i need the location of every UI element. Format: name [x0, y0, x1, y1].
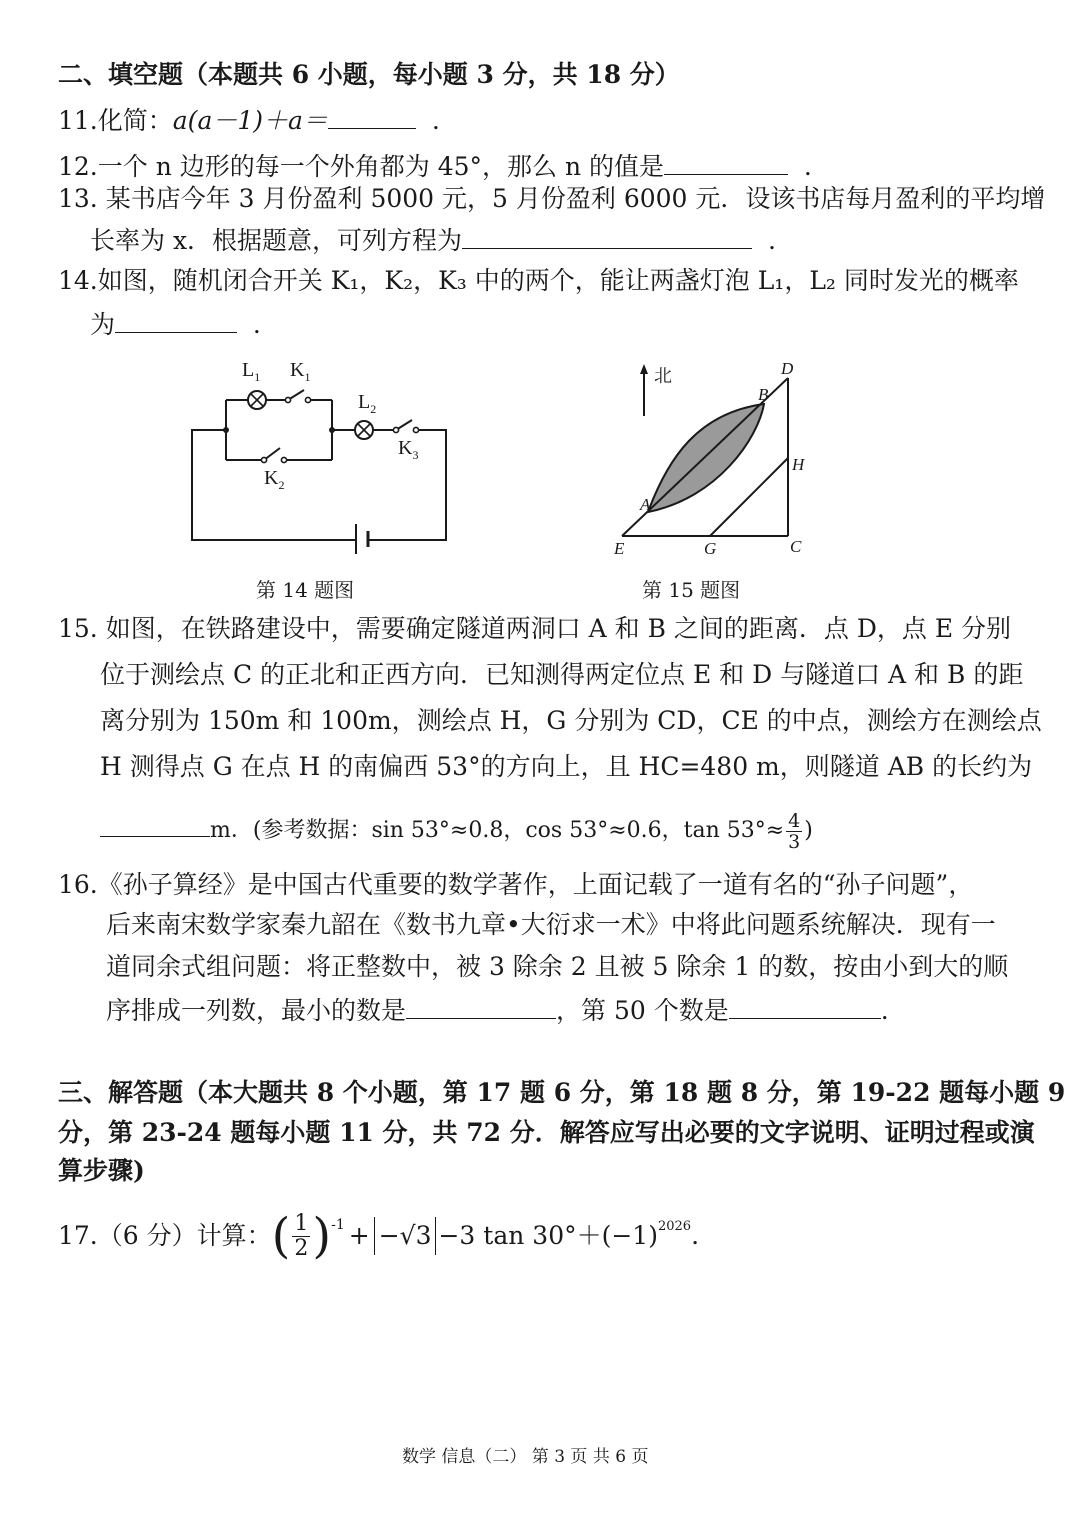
question-15-reference: m．(参考数据：sin 53°≈0.8，cos 53°≈0.6，tan 53°≈	[210, 818, 785, 843]
question-15-line-4: H 测得点 G 在点 H 的南偏西 53°的方向上，且 HC=480 m，则隧道 AB 的长约为	[100, 752, 1033, 781]
question-16-line-3: 道同余式组问题：将正整数中，被 3 除余 2 且被 5 除余 1 的数，按由小到大的顺	[106, 952, 1009, 981]
question-17-prefix: 17.（6 分）计算：	[58, 1221, 272, 1250]
fraction-numerator: 4	[788, 809, 801, 832]
point-a-label: A	[640, 495, 651, 514]
section-3-heading-line-3: 算步骤)	[58, 1156, 145, 1185]
point-d-label: D	[781, 359, 794, 378]
question-12-number: 12.	[58, 152, 98, 181]
question-16-line-2: 后来南宋数学家秦九韶在《数书九章•大衍求一术》中将此问题系统解决．现有一	[106, 910, 996, 939]
question-11-text: 化简：	[97, 106, 173, 135]
section-3-heading-line-1: 三、解答题（本大题共 8 个小题，第 17 题 6 分，第 18 题 8 分，第 19-22 题每小题 9	[58, 1078, 1066, 1107]
question-15-line-2: 位于测绘点 C 的正北和正西方向．已知测得两定位点 E 和 D 与隧道口 A 和 B 的距	[100, 660, 1024, 689]
label-k3: $K_3$	[398, 437, 419, 462]
question-15-line-1: 15. 如图，在铁路建设中，需要确定隧道两洞口 A 和 B 之间的距离．点 D，点 E 分别	[58, 614, 1012, 643]
absolute-value: −√3	[374, 1217, 437, 1255]
question-15-line-5	[100, 810, 813, 852]
exponent-neg-1: -1	[331, 1217, 345, 1233]
question-12	[58, 148, 812, 184]
question-11-expression: a(a－1)＋a＝	[172, 106, 328, 135]
answer-blank-15[interactable]	[100, 810, 210, 837]
point-g-label: G	[704, 539, 717, 558]
point-b-label: B	[758, 385, 769, 404]
question-14-end: .	[252, 310, 261, 339]
label-l2: $L_2$	[358, 391, 377, 416]
answer-blank-13[interactable]	[462, 222, 752, 249]
question-14-line-1: 14.如图，随机闭合开关 K₁，K₂，K₃ 中的两个，能让两盏灯泡 L₁，L₂ 同时发光的概率	[58, 266, 1019, 295]
question-12-end: .	[803, 152, 812, 181]
question-11-end: .	[431, 106, 440, 135]
junction-dot	[329, 427, 335, 433]
fraction-one-half	[292, 1212, 310, 1261]
question-14-text: 为	[90, 310, 116, 339]
answer-blank-14[interactable]	[115, 306, 237, 333]
question-15-close-paren: )	[804, 818, 813, 843]
fraction-numerator: 1	[294, 1210, 309, 1236]
section-3-heading-line-2: 分，第 23-24 题每小题 11 分，共 72 分．解答应写出必要的文字说明、证明过程或演	[58, 1118, 1035, 1147]
question-11-number: 11.	[58, 106, 98, 135]
bulb-l2-icon	[355, 421, 373, 439]
answer-blank-11[interactable]	[328, 102, 416, 129]
page-footer: 数学 信息（二） 第 3 页 共 6 页	[402, 1447, 649, 1467]
question-17-end: .	[691, 1221, 700, 1250]
label-k2: $K_2$	[264, 467, 285, 492]
fraction-denominator: 3	[788, 830, 801, 853]
junction-dot	[223, 427, 229, 433]
section-2-heading: 二、填空题（本题共 6 小题，每小题 3 分，共 18 分）	[58, 60, 680, 89]
exponent-2026: 2026	[657, 1219, 692, 1234]
question-16-text-b: ，第 50 个数是	[556, 996, 729, 1025]
north-label: 北	[654, 366, 672, 386]
point-e-label: E	[614, 539, 625, 558]
tunnel-diagram	[608, 358, 818, 558]
question-16-line-1: 16.《孙子算经》是中国古代重要的数学著作，上面记载了一道有名的“孙子问题”，	[58, 870, 974, 899]
question-13-line-2	[90, 222, 776, 258]
point-c-label: C	[790, 537, 802, 556]
answer-blank-16a[interactable]	[406, 992, 556, 1019]
fraction-four-thirds	[786, 811, 802, 852]
question-12-text: 一个 n 边形的每一个外角都为 45°，那么 n 的值是	[97, 152, 665, 181]
question-16-text-a: 序排成一列数，最小的数是	[106, 996, 407, 1025]
question-16-line-4	[106, 992, 889, 1028]
question-17	[58, 1206, 699, 1266]
fraction-denominator: 2	[294, 1235, 309, 1261]
question-14-line-2	[90, 306, 261, 342]
question-16-end: .	[880, 996, 889, 1025]
bulb-l1-icon	[248, 391, 266, 409]
question-13-text: 长率为 x．根据题意，可列方程为	[90, 226, 463, 255]
north-arrow-icon	[640, 364, 648, 416]
question-13-line-1: 13. 某书店今年 3 月份盈利 5000 元，5 月份盈利 6000 元．设该书店每月盈利的平均增	[58, 184, 1046, 213]
open-paren: (	[271, 1208, 291, 1264]
answer-blank-12[interactable]	[664, 148, 788, 175]
plus-sign: +	[348, 1221, 370, 1250]
question-17-rest: −3 tan 30°＋(−1)	[438, 1221, 658, 1250]
close-paren: )	[312, 1208, 332, 1264]
answer-blank-16b[interactable]	[729, 992, 881, 1019]
figure-15-caption: 第 15 题图	[642, 578, 741, 602]
question-11	[58, 102, 440, 138]
question-13-end: .	[767, 226, 776, 255]
label-k1: $K_1$	[290, 359, 311, 384]
point-h-label: H	[792, 455, 805, 474]
circuit-diagram	[180, 350, 470, 560]
label-l1: $L_1$	[242, 359, 261, 384]
figure-14-caption: 第 14 题图	[256, 578, 355, 602]
question-15-line-3: 离分别为 150m 和 100m，测绘点 H，G 分别为 CD，CE 的中点，测绘方在测绘点	[100, 706, 1042, 735]
